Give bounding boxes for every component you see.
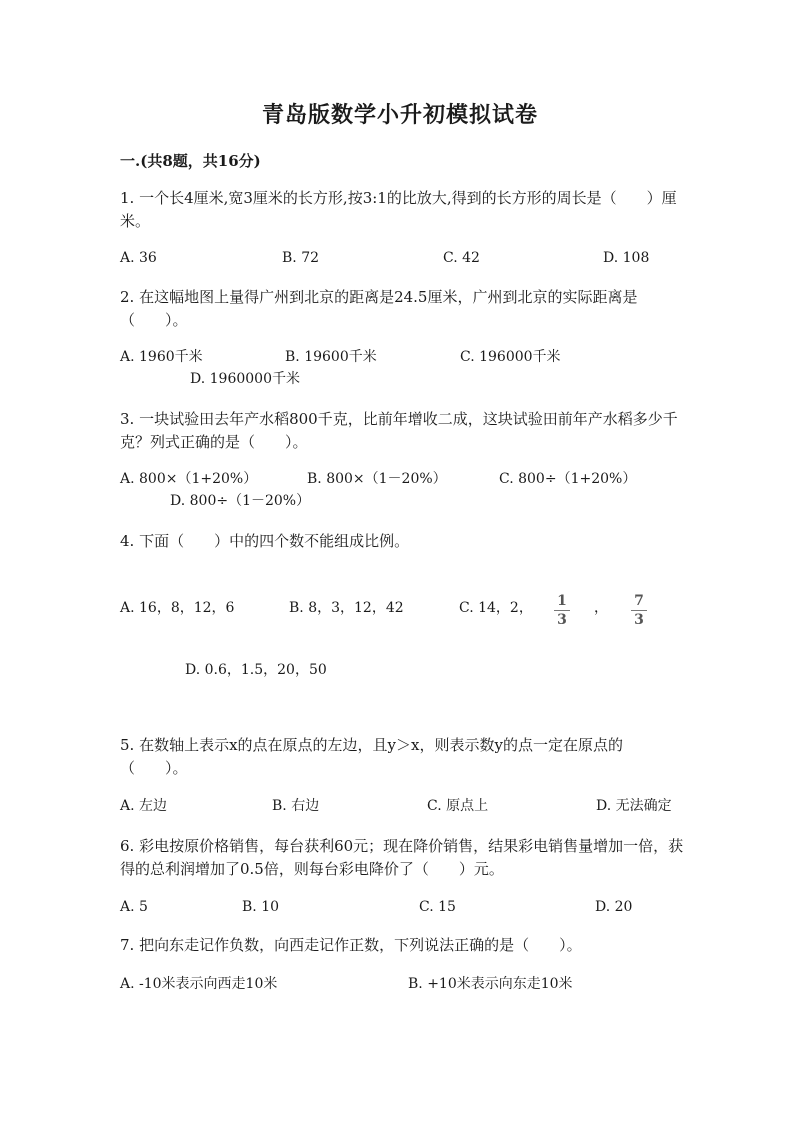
question-5-text: 5. 在数轴上表示x的点在原点的左边，且y＞x，则表示数y的点一定在原点的（ ）。 bbox=[120, 736, 623, 777]
q7-option-b[interactable]: B. +10米表示向东走10米 bbox=[408, 976, 573, 992]
q5-option-a[interactable]: A. 左边 bbox=[120, 798, 168, 814]
question-2-text: 2. 在这幅地图上量得广州到北京的距离是24.5厘米，广州到北京的实际距离是（ ）。 bbox=[120, 288, 638, 329]
q3-option-c[interactable]: C. 800÷（1+20%） bbox=[499, 471, 637, 487]
q2-option-b[interactable]: B. 19600千米 bbox=[285, 349, 377, 365]
q5-option-d[interactable]: D. 无法确定 bbox=[596, 798, 672, 814]
q1-option-a[interactable]: A. 36 bbox=[120, 250, 157, 266]
q1-option-c[interactable]: C. 42 bbox=[443, 250, 480, 266]
section-header: 一.(共8题，共16分) bbox=[120, 152, 261, 170]
question-4-text: 4. 下面（ ）中的四个数不能组成比例。 bbox=[120, 532, 410, 550]
q7-option-a[interactable]: A. -10米表示向西走10米 bbox=[120, 976, 278, 992]
q3-option-d[interactable]: D. 800÷（1－20%） bbox=[170, 493, 311, 509]
q4-option-c-fraction-1 bbox=[554, 593, 570, 628]
fraction-numerator: 1 bbox=[557, 593, 567, 609]
q4-option-a[interactable]: A. 16，8，12，6 bbox=[120, 600, 235, 616]
q4-option-b[interactable]: B. 8，3，12，42 bbox=[289, 600, 404, 616]
q6-option-c[interactable]: C. 15 bbox=[419, 899, 456, 915]
q3-option-a[interactable]: A. 800×（1+20%） bbox=[120, 471, 258, 487]
question-6-text: 6. 彩电按原价格销售，每台获利60元；现在降价销售，结果彩电销售量增加一倍，获得的总利润增加了0.5倍，则每台彩电降价了（ ）元。 bbox=[120, 837, 684, 878]
q5-option-c[interactable]: C. 原点上 bbox=[427, 798, 489, 814]
q1-option-d[interactable]: D. 108 bbox=[603, 250, 650, 266]
question-7-text: 7. 把向东走记作负数，向西走记作正数，下列说法正确的是（ ）。 bbox=[120, 936, 582, 954]
q1-option-b[interactable]: B. 72 bbox=[282, 250, 320, 266]
question-1-text: 1. 一个长4厘米,宽3厘米的长方形,按3:1的比放大,得到的长方形的周长是（ ）厘米。 bbox=[120, 189, 677, 230]
fraction-denominator: 3 bbox=[634, 612, 644, 628]
q6-option-d[interactable]: D. 20 bbox=[595, 899, 633, 915]
q4-option-c-separator: ， bbox=[594, 600, 608, 616]
q4-option-c[interactable]: C. 14，2， bbox=[459, 600, 533, 616]
q4-option-c-fraction-2 bbox=[631, 593, 647, 628]
q2-option-a[interactable]: A. 1960千米 bbox=[120, 349, 203, 365]
fraction-bar bbox=[631, 610, 647, 611]
q6-option-a[interactable]: A. 5 bbox=[120, 899, 148, 915]
fraction-numerator: 7 bbox=[634, 593, 644, 609]
q6-option-b[interactable]: B. 10 bbox=[242, 899, 280, 915]
q4-option-d[interactable]: D. 0.6，1.5，20，50 bbox=[185, 662, 327, 678]
q2-option-c[interactable]: C. 196000千米 bbox=[460, 349, 561, 365]
question-3-text: 3. 一块试验田去年产水稻800千克，比前年增收二成，这块试验田前年产水稻多少千克？列式正确的是（ ）。 bbox=[120, 410, 678, 451]
q5-option-b[interactable]: B. 右边 bbox=[272, 798, 320, 814]
q2-option-d[interactable]: D. 1960000千米 bbox=[190, 371, 300, 387]
page-title: 青岛版数学小升初模拟试卷 bbox=[261, 102, 538, 128]
fraction-bar bbox=[554, 610, 570, 611]
fraction-denominator: 3 bbox=[557, 612, 567, 628]
q3-option-b[interactable]: B. 800×（1－20%） bbox=[307, 471, 447, 487]
